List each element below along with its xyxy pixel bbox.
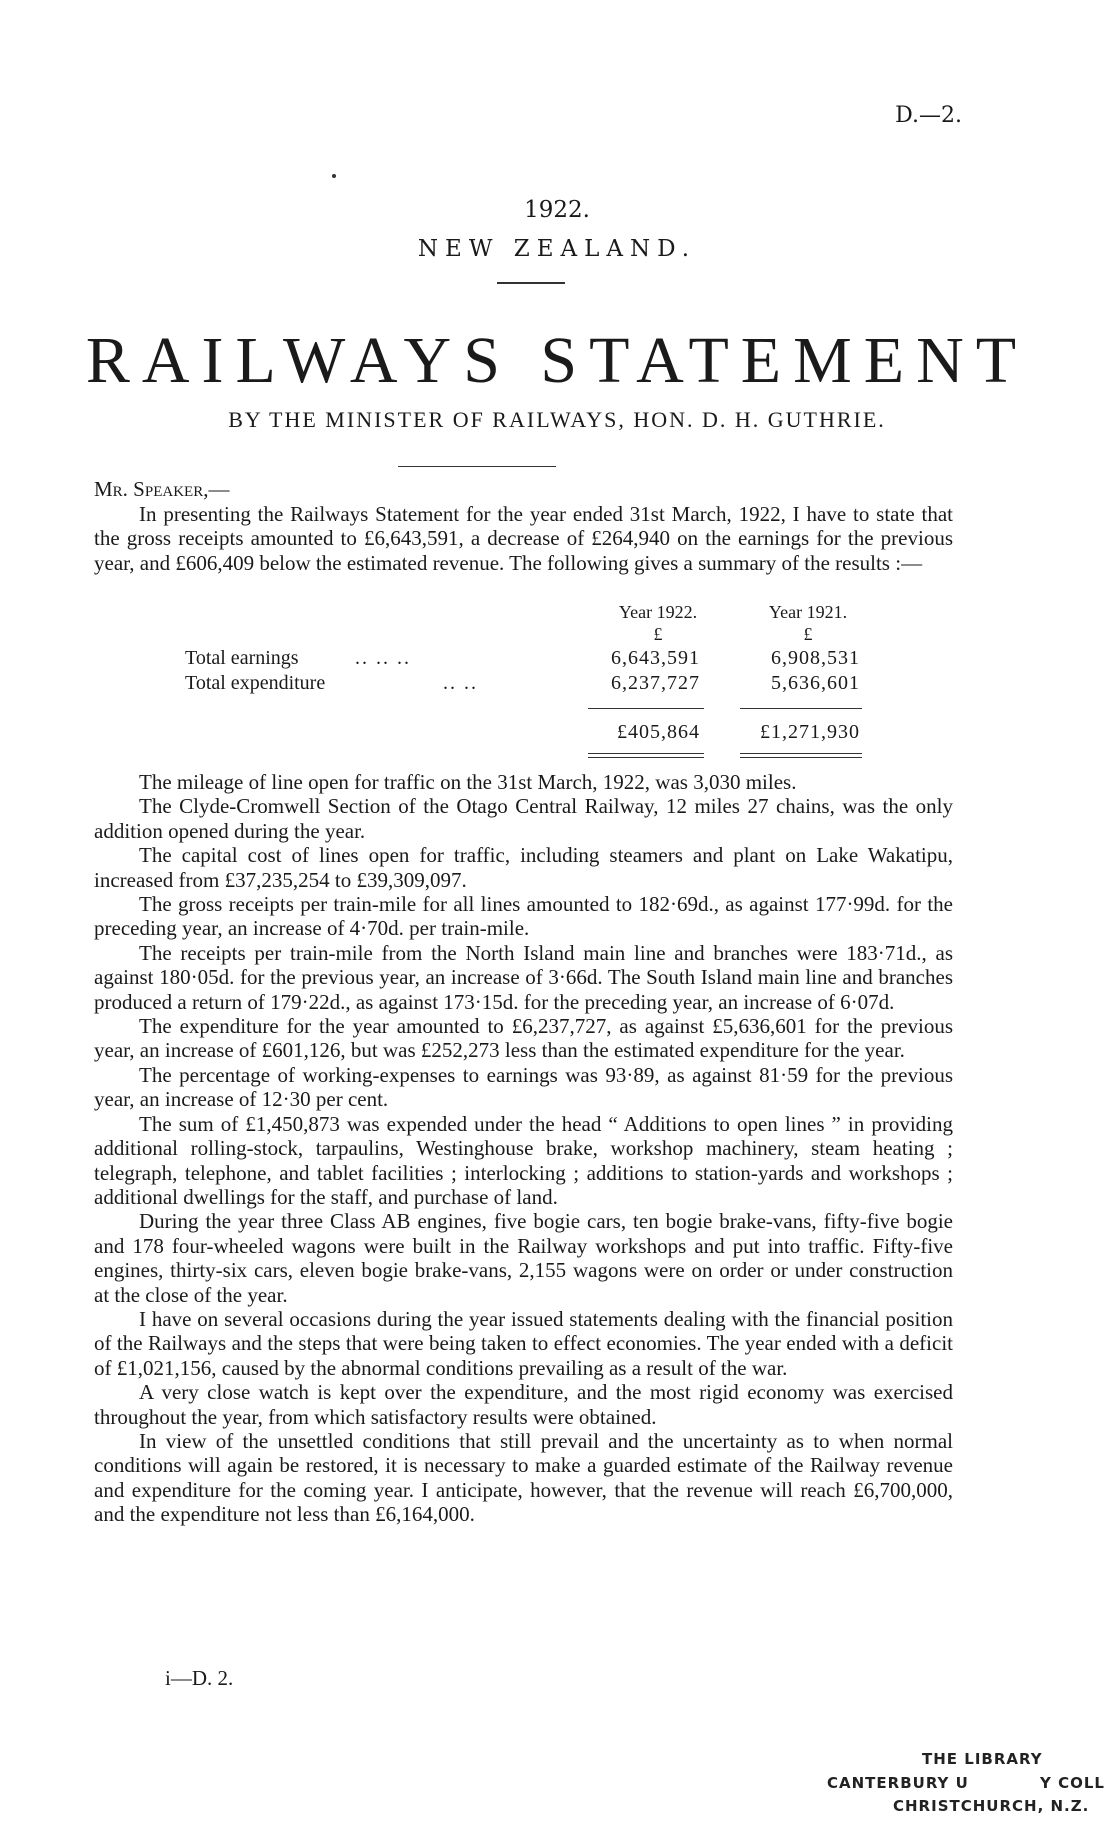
library-stamp-line: CANTERBURY U	[827, 1774, 969, 1792]
sum-rule	[740, 708, 862, 709]
leader-dots: .. ..	[443, 672, 478, 694]
table-cell: 6,643,591	[611, 647, 700, 669]
table-cell: 5,636,601	[771, 672, 860, 694]
library-stamp-line: Y COLL	[1040, 1774, 1105, 1792]
column-header: Year 1922.	[618, 602, 698, 622]
paragraph: The capital cost of lines open for traffic, including steamers and plant on Lake Wakatipu, increased from £37,235,254 to £39,309,097.	[94, 843, 953, 892]
paragraph: The gross receipts per train-mile for all lines amounted to 182·69d., as against 177·99d. for the preceding year, an increase of 4·70d. per train-mile.	[94, 892, 953, 941]
intro-block	[94, 502, 953, 575]
paragraph: A very close watch is kept over the expenditure, and the most rigid economy was exercised throughout the year, from which satisfactory results were obtained.	[94, 1380, 953, 1429]
salutation: Mr. Speaker,—	[94, 477, 230, 501]
paragraph: During the year three Class AB engines, five bogie cars, ten bogie brake-vans, fifty-five bogie and 178 four-wheeled wagons were built in the Railway workshops and put into traffic. Fifty-five engines, thirty-six cars, eleven bogie brake-vans, 2,155 wagons were on order or under construction at the close of the year.	[94, 1209, 953, 1307]
double-rule	[588, 753, 704, 754]
statement-body	[94, 770, 953, 1527]
table-cell: 6,908,531	[771, 647, 860, 669]
table-total: £1,271,930	[760, 721, 860, 743]
row-label: Total expenditure	[185, 672, 326, 694]
document-subtitle: BY THE MINISTER OF RAILWAYS, HON. D. H. GUTHRIE.	[228, 407, 886, 432]
paragraph: The receipts per train-mile from the North Island main line and branches were 183·71d., as against 180·05d. for the previous year, an increase of 3·66d. The South Island main line and branches produced a return of 179·22d., as against 173·15d. for the preceding year, an increase of 6·07d.	[94, 940, 953, 1014]
double-rule	[740, 753, 862, 754]
divider-rule	[497, 282, 565, 284]
unit-label: £	[803, 624, 813, 644]
paragraph: I have on several occasions during the year issued statements dealing with the financial position of the Railways and the steps that were being taken to effect economies. The year ended with a deficit of £1,021,156, caused by the abnormal conditions prevailing as a result of the war.	[94, 1306, 953, 1380]
leader-dots: .. .. ..	[355, 647, 411, 669]
paragraph: The expenditure for the year amounted to £6,237,727, as against £5,636,601 for the previous year, an increase of £601,126, but was £252,273 less than the estimated expenditure for the year.	[94, 1014, 953, 1063]
document-title: RAILWAYS STATEMENT	[85, 324, 1029, 397]
sum-rule	[588, 708, 704, 709]
paragraph: The sum of £1,450,873 was expended under the head “ Additions to open lines ” in providing additional rolling-stock, tarpaulins, Westinghouse brake, workshop machinery, steam heating ; telegraph, telephone, and tablet facilities ; interlocking ; additions to station-yards and workshops ; additional dwellings for the staff, and purchase of land.	[94, 1111, 953, 1209]
footer-reference: i—D. 2.	[165, 1666, 234, 1690]
table-total: £405,864	[617, 721, 700, 743]
document-reference: D.—2.	[895, 103, 962, 128]
paragraph: The percentage of working-expenses to earnings was 93·89, as against 81·59 for the previous year, an increase of 12·30 per cent.	[94, 1062, 953, 1112]
paragraph: The mileage of line open for traffic on the 31st March, 1922, was 3,030 miles.	[139, 770, 797, 794]
paragraph: The Clyde-Cromwell Section of the Otago Central Railway, 12 miles 27 chains, was the only addition opened during the year.	[94, 794, 953, 843]
library-stamp-line: CHRISTCHURCH, N.Z.	[893, 1797, 1090, 1815]
table-cell: 6,237,727	[611, 672, 700, 694]
country-heading: NEW ZEALAND.	[417, 236, 697, 262]
double-rule	[588, 757, 704, 758]
unit-label: £	[653, 624, 663, 644]
intro-paragraph: In presenting the Railways Statement for the year ended 31st March, 1922, I have to state that the gross receipts amounted to £6,643,591, a decrease of £264,940 on the earnings for the previous year, and £606,409 below the estimated revenue. The following gives a summary of the results :—	[94, 502, 953, 575]
column-header: Year 1921.	[768, 602, 848, 622]
double-rule	[740, 757, 862, 758]
library-stamp-line: THE LIBRARY	[922, 1750, 1043, 1768]
paragraph: In view of the unsettled conditions that still prevail and the uncertainty as to when normal conditions will again be restored, it is necessary to make a guarded estimate of the Railway revenue and expenditure for the coming year. I anticipate, however, that the revenue will reach £6,700,000, and the expenditure not less than £6,164,000.	[94, 1428, 953, 1527]
divider-rule	[398, 466, 556, 467]
row-label: Total earnings	[185, 647, 299, 669]
document-year: 1922.	[524, 197, 590, 223]
print-speck	[332, 174, 336, 178]
